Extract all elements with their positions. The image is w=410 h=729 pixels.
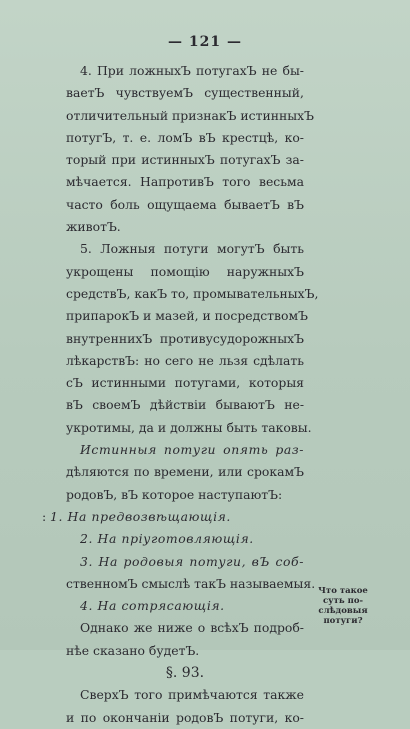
list-item: 4. На сотрясающія.	[80, 598, 225, 614]
text-line: ваетЪ чувствуемЪ существенный,	[66, 85, 304, 101]
margin-note-line: слѣдовыя	[318, 606, 368, 616]
margin-note-line: потуги?	[323, 616, 363, 626]
margin-note-line: суть по-	[322, 596, 364, 606]
bullet-mark: :	[42, 508, 47, 524]
text-line: вЪ своемЪ дѣйствіи бываютЪ не-	[66, 397, 304, 413]
text-line: Истинныя потуги опять раз-	[80, 442, 304, 458]
margin-note-line: Что такое	[318, 586, 368, 596]
text-line: Однако же ниже о всѣхЪ подроб-	[80, 620, 304, 636]
page-body	[42, 60, 319, 729]
text-line: укротимы, да и должны быть таковы.	[66, 419, 312, 435]
text-line: торый при истинныхЪ потугахЪ за-	[66, 152, 304, 168]
text-line: отличительный признакЪ истинныхЪ	[66, 107, 314, 123]
text-line: лѣкарствЪ: но сего не льзя сдѣлать	[66, 352, 304, 368]
text-line: потугЪ, т. е. ломЪ вЪ крестцѣ, ко-	[66, 129, 304, 145]
text-line: дѣляются по времени, или срокамЪ	[66, 464, 304, 480]
text-line: 5. Ложныя потуги могутЪ быть	[80, 241, 304, 257]
text-line: укрощены помощію наружныхЪ	[66, 263, 304, 279]
list-item: 2. На пріуготовляющія.	[80, 531, 254, 547]
text-line: и по окончаніи родовЪ потуги, ко-	[66, 709, 304, 725]
section-heading: §. 93.	[165, 665, 205, 682]
text-line: СверхЪ того примѣчаются также	[80, 687, 304, 703]
text-line: средствЪ, какЪ то, промывательныхЪ,	[66, 285, 319, 301]
list-item	[42, 506, 304, 528]
text-line: часто боль ощущаема бываетЪ вЪ	[66, 196, 304, 212]
text-line: ственномЪ смыслѣ такЪ называемыя.	[66, 575, 316, 591]
text-line: животЪ.	[66, 219, 121, 235]
text-line: 4. При ложныхЪ потугахЪ не бы-	[80, 63, 304, 78]
list-item-text: 1. На предвозвѣщающія.	[50, 508, 231, 524]
text-line: нѣе сказано будетЪ.	[66, 642, 200, 658]
text-line: мѣчается. НапротивЪ того весьма	[66, 174, 304, 190]
margin-note	[308, 586, 378, 626]
text-line: внутреннихЪ противусудорожныхЪ	[66, 330, 304, 346]
page-number: — 121 —	[168, 34, 242, 50]
text-line: сЪ истинными потугами, которыя	[66, 375, 304, 391]
list-item: 3. На родовыя потуги, вЪ соб-	[80, 553, 304, 569]
text-line: родовЪ, вЪ которое наступаютЪ:	[66, 486, 283, 502]
text-line: припарокЪ и мазей, и посредствомЪ	[66, 308, 308, 324]
